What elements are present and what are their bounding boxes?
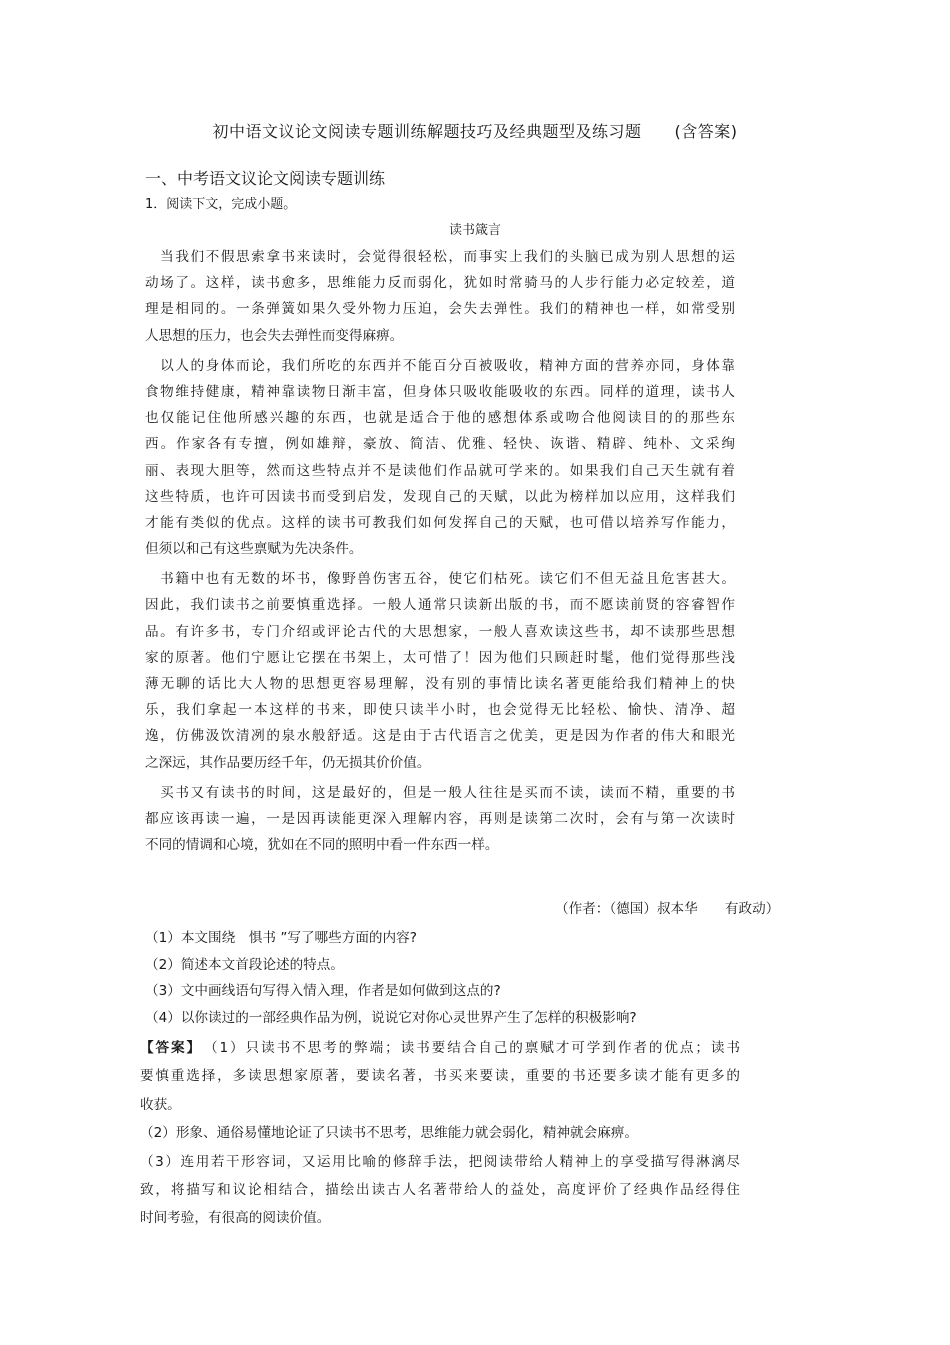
text-line: 当我们不假思索拿书来读时，会觉得很轻松，而事实上我们的头脑已成为别人思想的运 [145,249,735,265]
text-line: 才能有类似的优点。这样的读书可教我们如何发挥自己的天赋，也可借以培养写作能力， [145,514,735,531]
answer-line: （2）形象、通俗易懂地论证了只读书不思考，思维能力就会弱化，精神就会麻痹。 [140,1125,639,1142]
text-line: 品。有许多书，专门介绍或评论古代的大思想家，一般人喜欢读这些书，却不读那些思想 [145,623,735,640]
answer-line: 要慎重选择，多读思想家原著，要读名著，书买来要读，重要的书还要多读才能有更多的 [140,1068,740,1085]
text-line: 西。作家各有专擅，例如雄辩，豪放、简洁、优雅、轻快、诙谐、精辟、纯朴、文采绚 [145,436,735,453]
essay-paragraph-4 [145,780,735,859]
question-item: （2）简述本文首段论述的特点。 [145,956,344,973]
essay-paragraph-1 [145,244,735,349]
text-line: 这些特质，也许可因读书而受到启发，发现自己的天赋，以此为榜样加以应用，这样我们 [145,488,735,505]
text-line: 人思想的压力，也会失去弹性而变得麻痹。 [145,327,404,344]
answer-line [140,1034,740,1062]
text-line: 丽、表现大胆等，然而这些特点并不是读他们作品就可学来的。如果我们自己天生就有着 [145,462,735,479]
text-line: 买书又有读书的时间，这是最好的，但是一般人往往是买而不读，读而不精，重要的书 [145,784,735,801]
answer-text: （1）只读书不思考的弊端；读书要结合自己的禀赋才可学到作者的优点；读书 [195,1040,740,1056]
essay-author: （作者：（德国）叔本华 有政动） [555,901,780,917]
section-heading: 一、中考语文议论文阅读专题训练 [145,169,386,188]
text-line: 之深远，其作品要历经千年，仍无损其价价值。 [145,754,431,771]
text-line: 书籍中也有无数的坏书，像野兽伤害五谷，使它们枯死。读它们不但无益且危害甚大。 [145,571,735,588]
question-item: （1）本文围绕 惧书 ”写了哪些方面的内容? [145,930,417,946]
question-list [145,925,745,1031]
question-item: （4）以你读过的一部经典作品为例，说说它对你心灵世界产生了怎样的积极影响? [145,1009,637,1026]
answer-block [140,1034,740,1233]
question-intro: 1．阅读下文，完成小题。 [145,197,297,212]
document-title: 初中语文议论文阅读专题训练解题技巧及经典题型及练习题 (含答案) [212,122,738,141]
essay-body [145,244,735,862]
text-line: 不同的情调和心境，犹如在不同的照明中看一件东西一样。 [145,837,499,854]
text-line: 食物维持健康，精神靠读物日渐丰富，但身体只吸收能吸收的东西。同样的道理，读书人 [145,383,735,400]
text-line: 以人的身体而论，我们所吃的东西并不能百分百被吸收，精神方面的营养亦同，身体靠 [145,357,735,374]
text-line: 都应该再读一遍，一是因再读能更深入理解内容，再则是读第二次时，会有与第一次读时 [145,810,735,827]
text-line: 乐，我们拿起一本这样的书来，即使只读半小时，也会觉得无比轻松、愉快、清净、超 [145,702,735,719]
answer-label: 【答案】 [140,1040,196,1056]
text-line: 逸，仿佛汲饮清冽的泉水般舒适。这是由于古代语言之优美，更是因为作者的伟大和眼光 [145,728,735,745]
text-line: 理是相同的。一条弹簧如果久受外物力压迫，会失去弹性。我们的精神也一样，如常受别 [145,301,735,318]
text-line: 因此，我们读书之前要慎重选择。一般人通常只读新出版的书，而不愿读前贤的容睿智作 [145,597,735,614]
text-line: 家的原著。他们宁愿让它摆在书架上，太可惜了！因为他们只顾赶时髦，他们觉得那些浅 [145,649,735,666]
answer-line: （3）连用若干形容词，又运用比喻的修辞手法，把阅读带给人精神上的享受描写得淋漓尽 [140,1153,740,1170]
answer-line: 收获。 [140,1096,181,1113]
answer-line: 致，将描写和议论相结合，描绘出读古人名著带给人的益处，高度评价了经典作品经得住 [140,1182,740,1199]
question-item: （3）文中画线语句写得入情入理，作者是如何做到这点的? [145,983,501,999]
essay-paragraph-3 [145,566,735,776]
text-line: 但须以和己有这些禀赋为先决条件。 [145,541,363,558]
text-line: 也仅能记住他所感兴趣的东西，也就是适合于他的感想体系或吻合他阅读目的的那些东 [145,410,735,427]
text-line: 动场了。这样，读书愈多，思维能力反而弱化，犹如时常骑马的人步行能力必定较差，道 [145,275,735,292]
answer-line: 时间考验，有很高的阅读价值。 [140,1210,331,1227]
text-line: 薄无聊的话比大人物的思想更容易理解，没有别的事情比读名著更能给我们精神上的快 [145,676,735,692]
essay-paragraph-2 [145,353,735,563]
essay-title: 读书箴言 [448,223,501,238]
